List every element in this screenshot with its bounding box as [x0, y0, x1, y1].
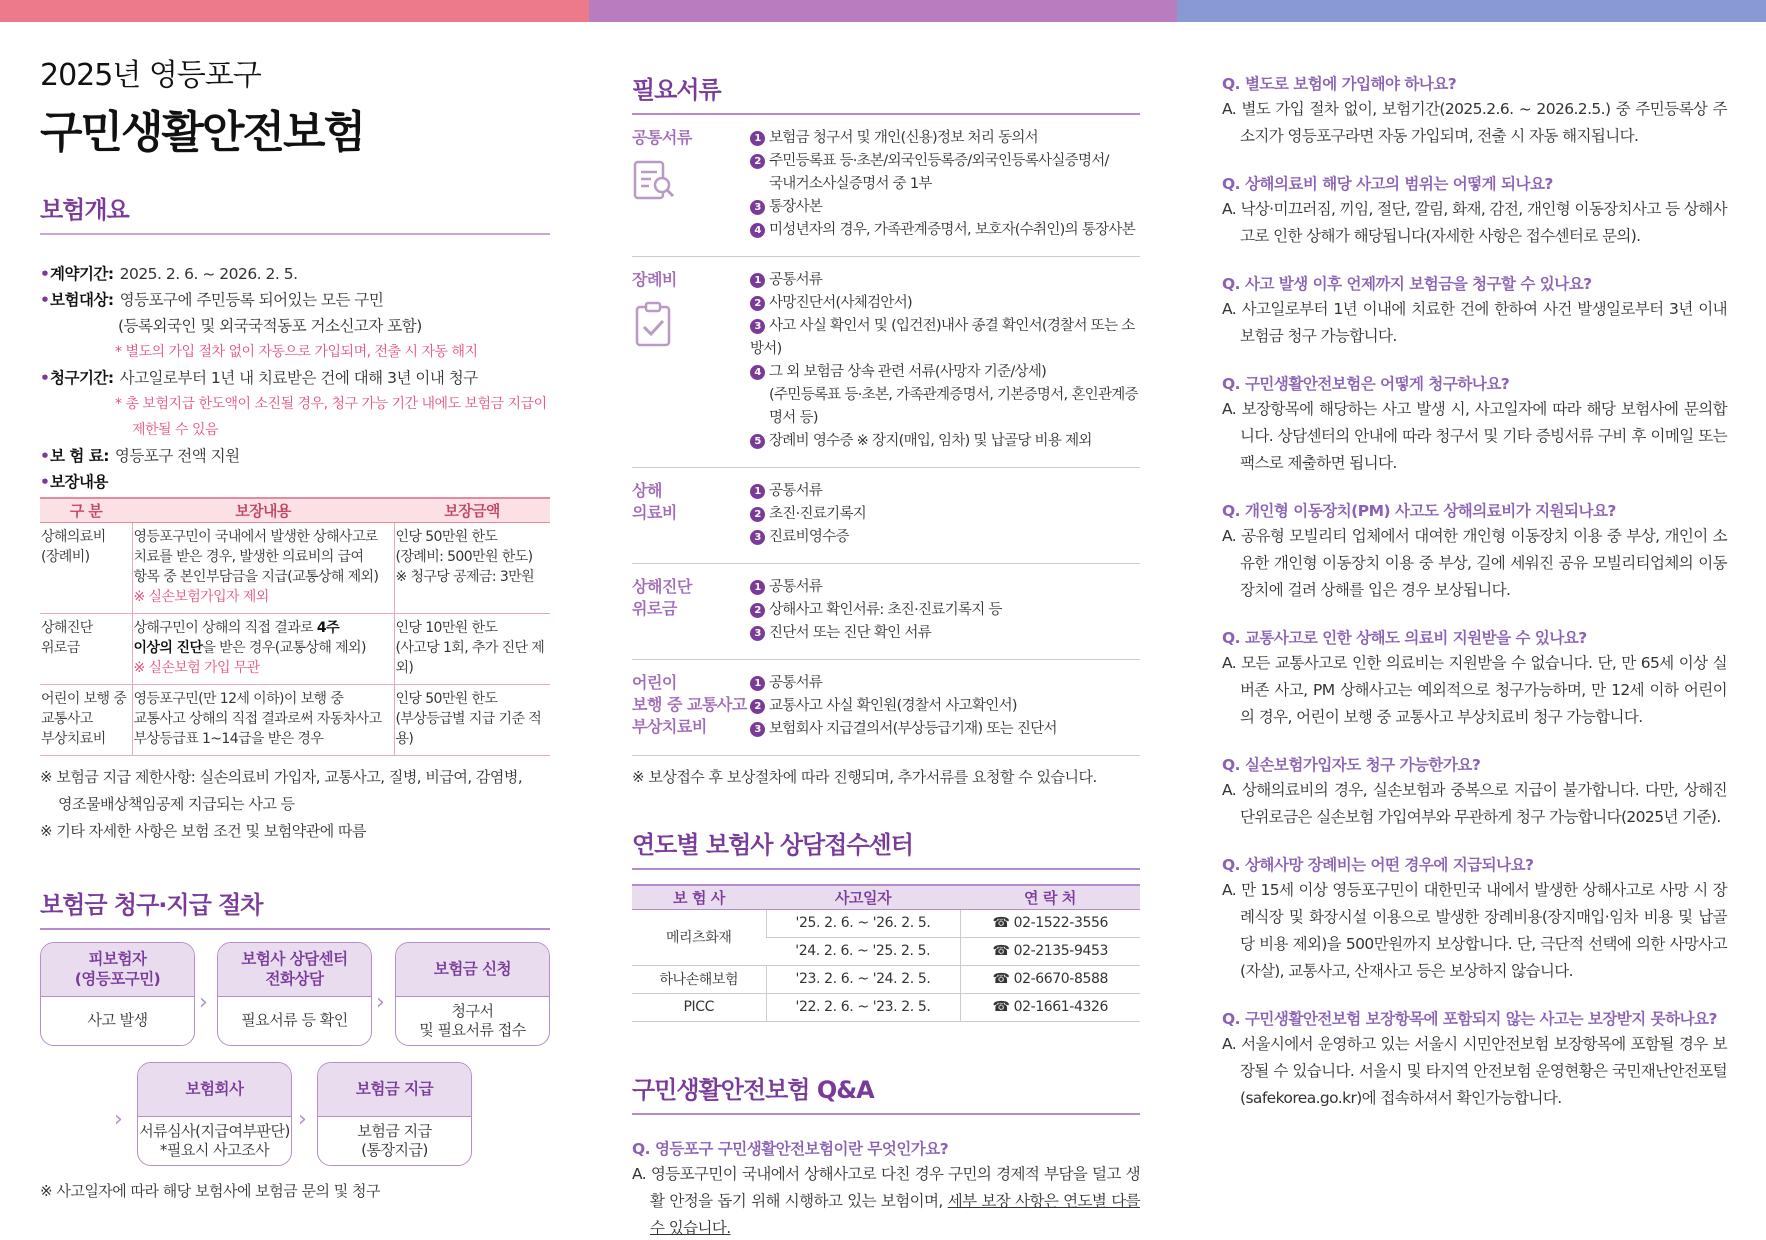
question: Q. 구민생활안전보험은 어떻게 청구하나요? [1222, 375, 1510, 393]
question: Q. 구민생활안전보험 보장항목에 포함되지 않는 사고는 보장받지 못하나요? [1222, 1010, 1718, 1028]
top-bar-blue [1177, 0, 1766, 22]
ctr-header-insurer: 보 험 사 [632, 885, 766, 909]
year-heading: 2025년 영등포구 [40, 58, 261, 93]
list-item: 4 그 외 보험금 상속 관련 서류(사망자 기준/상세) [750, 361, 1140, 384]
question: Q. 교통사고로 인한 상해도 의료비 지원받을 수 있나요? [1222, 629, 1587, 647]
doc-child-items [750, 672, 1140, 741]
cov-header-category: 구 분 [40, 498, 132, 522]
qa-item [1222, 1007, 1727, 1112]
chevron-right-icon: › [199, 989, 208, 1015]
overview-notes: ※ 보험금 지급 제한사항: 실손의료비 가입자, 교통사고, 질병, 비급여, 감염병, 영조물배상책임공제 지급되는 사고 등 ※ 기타 자세한 사항은 보험 조건 및 보험약관에 따름 [40, 767, 523, 840]
insured-target: • 보험대상: 영등포구에 주민등록 되어있는 모든 구민 [40, 291, 384, 309]
number-badge: 2 [750, 296, 765, 311]
answer: A. 공유형 모빌리티 업체에서 대여한 개인형 이동장치 이용 중 부상, 개인이 소유한 개인형 이동장치 이용 중 부상, 길에 세워진 공유 모빌리티업체의 이동장치에 걸려 상해를 입은 경우 보상됩니다. [1222, 527, 1727, 599]
list-item: 3 진단서 또는 진단 확인 서류 [750, 622, 1140, 645]
overview-title: 보험개요 [40, 190, 550, 235]
process-step-1: 피보험자 (영등포구민) 사고 발생 [40, 942, 195, 1046]
answer: A. 보장항목에 해당하는 사고 발생 시, 사고일자에 따라 해당 보험사에 문의합니다. 상담센터의 안내에 따라 청구서 및 기타 증빙서류 구비 후 이메일 또는 팩스로 제출하면 됩니다. [1222, 400, 1727, 472]
answer: A. 영등포구민이 국내에서 상해사고로 다친 경우 구민의 경제적 부담을 덜고 생활 안정을 돕기 위해 시행하고 있는 보험이며, 세부 보장 사항은 연도별 다를 수 있습니다. [632, 1164, 1140, 1237]
list-item: (주민등록표 등·초본, 가족관계증명서, 기본증명서, 혼인관계증명서 등) [769, 387, 1138, 426]
number-badge: 3 [750, 626, 765, 641]
top-bar-purple [589, 0, 1178, 22]
table-row: '24. 2. 6. ~ '25. 2. 5. ☎ 02-2135-9453 [632, 937, 1140, 965]
process-step-3: 보험금 신청 청구서 및 필요서류 접수 [395, 942, 550, 1046]
answer: A. 만 15세 이상 영등포구민이 대한민국 내에서 발생한 상해사고로 사망 시 장례식장 및 화장시설 이용으로 발생한 장례비용(장지매입·임차 비용 및 납골당 비용 제외)을 500만원까지 보상합니다. 단, 극단적 선택에 의한 사망사고(자살), 교통사고, 산재사고 등은 보상하지 않습니다. [1222, 881, 1727, 980]
question: Q. 상해의료비 해당 사고의 범위는 어떻게 되나요? [1222, 175, 1553, 193]
claim-note-1: * 총 보험지급 한도액이 소진될 경우, 청구 가능 기간 내에도 보험금 지급이 [115, 396, 547, 412]
doc-diagnosis-items [750, 576, 1140, 645]
answer: A. 모든 교통사고로 인한 의료비는 지원받을 수 없습니다. 단, 만 65세 이상 실버존 사고, PM 상해사고는 예외적으로 청구가능하며, 만 12세 이하 어린이의 경우, 어린이 보행 중 교통사고 부상치료비 청구 가능합니다. [1222, 654, 1727, 726]
number-badge: 2 [750, 603, 765, 618]
list-item: 국내거소사실증명서 중 1부 [769, 176, 932, 192]
number-badge: 1 [750, 131, 765, 146]
qa-item [1222, 499, 1727, 604]
insured-target-detail: (등록외국인 및 외국국적동포 거소신고자 포함) [118, 317, 422, 335]
doc-medical-items [750, 480, 1140, 549]
process-step-5: 보험금 지급 보험금 지급 (통장지급) [317, 1062, 472, 1166]
question: Q. 영등포구 구민생활안전보험이란 무엇인가요? [632, 1139, 949, 1158]
doc-medical: 상해 의료비 1 공통서류 2 초진·진료기록지 3 진료비영수증 [632, 468, 1140, 564]
list-item: 3 보험회사 지급결의서(부상등급기재) 또는 진단서 [750, 718, 1140, 741]
column-middle [632, 70, 1140, 1240]
number-badge: 4 [750, 365, 765, 380]
doc-child: 어린이 보행 중 교통사고 부상치료비 1 공통서류 2 교통사고 사실 확인원(경찰서 사고확인서) 3 보험회사 지급결의서(부상등급기재) 또는 진단서 [632, 660, 1140, 756]
qa-item [1222, 753, 1727, 831]
ctr-header-date: 사고일자 [766, 885, 960, 909]
centers-table [632, 884, 1140, 1022]
chevron-right-icon: › [376, 989, 385, 1015]
number-badge: 3 [750, 319, 765, 334]
chevron-right-icon: › [298, 1106, 307, 1132]
number-badge: 2 [750, 699, 765, 714]
main-title: 구민생활안전보험 [40, 107, 365, 158]
qa-item [1222, 853, 1727, 985]
documents-note: ※ 보상접수 후 보상절차에 따라 진행되며, 추가서류를 요청할 수 있습니다. [632, 768, 1097, 786]
doc-funeral-items [750, 269, 1140, 453]
document-search-icon [632, 159, 676, 203]
qa-item-first [632, 1137, 1140, 1240]
coverage-heading: • 보장내용 [40, 473, 108, 491]
number-badge: 2 [750, 507, 765, 522]
process-step-2: 보험사 상담센터 전화상담 필요서류 등 확인 [217, 942, 372, 1046]
table-row: PICC '22. 2. 6. ~ '23. 2. 5. ☎ 02-1661-4326 [632, 993, 1140, 1021]
list-item: 5 장례비 영수증 ※ 장지(매입, 임차) 및 납골당 비용 제외 [750, 430, 1140, 453]
ctr-header-phone: 연 락 처 [960, 885, 1140, 909]
doc-funeral: 장례비 1 공통서류 2 사망진단서(사체검안서) 3 사고 사실 확인서 및 (입건전)내사 종결 확인서(경찰서 또는 소방서) 4 그 외 보험금 상속 관련 서류(사망자 기준/상세) (주민등록표 등·초본, 가족관계증명서, 기본증명서, 혼인관계증명서 등) 5 장례비 영수증 ※ 장지(매입, 임차) 및 납골당 비용 제외 [632, 257, 1140, 468]
claim-period: • 청구기간: 사고일로부터 1년 내 치료받은 건에 대해 3년 이내 청구 [40, 369, 478, 387]
process-note: ※ 사고일자에 따라 해당 보험사에 보험금 문의 및 청구 [40, 1181, 381, 1200]
qa-item [1222, 372, 1727, 477]
list-item: 1 공통서류 [750, 269, 1140, 292]
answer: A. 별도 가입 절차 없이, 보험기간(2025.2.6. ~ 2026.2.5.) 중 주민등록상 주소지가 영등포구라면 자동 가입되며, 전출 시 자동 해지됩니다. [1222, 100, 1727, 145]
documents-title: 필요서류 [632, 70, 1140, 115]
number-badge: 3 [750, 722, 765, 737]
qa-list [1222, 72, 1727, 1112]
answer: A. 상해의료비의 경우, 실손보험과 중복으로 지급이 불가합니다. 다만, 상해진단위로금은 실손보험 가입여부와 무관하게 청구 가능합니다(2025년 기준). [1222, 781, 1727, 826]
clipboard-check-icon [632, 301, 676, 349]
list-item: 3 통장사본 [750, 196, 1140, 219]
question: Q. 상해사망 장례비는 어떤 경우에 지급되나요? [1222, 856, 1534, 874]
centers-title: 연도별 보험사 상담접수센터 [632, 825, 1140, 870]
table-row: 상해진단 위로금 상해구민이 상해의 직접 결과로 4주 이상의 진단을 받은 경우(교통상해 제외) ※ 실손보험 가입 무관 인당 10만원 한도 (사고당 1회, 추가 진단 제외) [40, 613, 550, 684]
number-badge: 1 [750, 580, 765, 595]
number-badge: 3 [750, 530, 765, 545]
list-item: 2 초진·진료기록지 [750, 503, 1140, 526]
claim-note-2: 제한될 수 있음 [132, 422, 219, 438]
qa-item [1222, 626, 1727, 731]
qa-item [1222, 72, 1727, 150]
table-row: 하나손해보험 '23. 2. 6. ~ '24. 2. 5. ☎ 02-6670-8588 [632, 965, 1140, 993]
number-badge: 1 [750, 484, 765, 499]
list-item: 2 교통사고 사실 확인원(경찰서 사고확인서) [750, 695, 1140, 718]
number-badge: 2 [750, 154, 765, 169]
target-note: * 별도의 가입 절차 없이 자동으로 가입되며, 전출 시 자동 해지 [115, 344, 478, 360]
answer: A. 사고일로부터 1년 이내에 치료한 건에 한하여 사건 발생일로부터 3년 이내 보험금 청구 가능합니다. [1222, 300, 1727, 345]
cov-header-content: 보장내용 [132, 498, 394, 522]
list-item: 2 사망진단서(사체검안서) [750, 292, 1140, 315]
table-row: 상해의료비 (장례비) 영등포구민이 국내에서 발생한 상해사고로 치료를 받은 경우, 발생한 의료비의 급여 항목 중 본인부담금을 지급(교통상해 제외) ※ 실손보험가입자 제외 인당 50만원 한도 (장례비: 500만원 한도) ※ 청구당 공제금: 3만원 [40, 522, 550, 613]
number-badge: 5 [750, 434, 765, 449]
list-item: 3 진료비영수증 [750, 526, 1140, 549]
column-left [40, 40, 550, 1205]
number-badge: 4 [750, 223, 765, 238]
qa-item [1222, 172, 1727, 250]
question: Q. 실손보험가입자도 청구 가능한가요? [1222, 756, 1481, 774]
number-badge: 1 [750, 676, 765, 691]
chevron-right-icon: › [114, 1106, 123, 1132]
table-row: 메리츠화재 '25. 2. 6. ~ '26. 2. 5. ☎ 02-1522-3556 [632, 909, 1140, 937]
qa-item [1222, 272, 1727, 350]
list-item: 3 사고 사실 확인서 및 (입건전)내사 종결 확인서(경찰서 또는 소방서) [750, 318, 1135, 357]
list-item: 1 공통서류 [750, 480, 1140, 503]
top-bar-pink [0, 0, 589, 22]
list-item: 2 상해사고 확인서류: 초진·진료기록지 등 [750, 599, 1140, 622]
list-item: 1 공통서류 [750, 576, 1140, 599]
question: Q. 사고 발생 이후 언제까지 보험금을 청구할 수 있나요? [1222, 275, 1592, 293]
cov-header-amount: 보장금액 [394, 498, 550, 522]
number-badge: 1 [750, 273, 765, 288]
list-item: 1 보험금 청구서 및 개인(신용)정보 처리 동의서 [750, 127, 1140, 150]
list-item: 1 공통서류 [750, 672, 1140, 695]
list-item: 2 주민등록표 등·초본/외국인등록증/외국인등록사실증명서/ [750, 150, 1140, 173]
question: Q. 별도로 보험에 가입해야 하나요? [1222, 75, 1457, 93]
answer: A. 낙상·미끄러짐, 끼임, 절단, 깔림, 화재, 감전, 개인형 이동장치사고 등 상해사고로 인한 상해가 해당됩니다(자세한 사항은 접수센터로 문의). [1222, 200, 1727, 245]
overview-list [40, 261, 550, 495]
contract-period: • 계약기간: 2025. 2. 6. ~ 2026. 2. 5. [40, 265, 298, 283]
column-right [1222, 72, 1727, 1134]
doc-common: 공통서류 1 보험금 청구서 및 개인(신용)정보 처리 동의서 2 주민등록표 등·초본/외국인등록증/외국인등록사실증명서/ 국내거소사실증명서 중 1부 3 통장사본 4 미성년자의 경우, 가족관계증명서, 보호자(수취인)의 통장사본 [632, 115, 1140, 257]
top-color-bar [0, 0, 1766, 22]
number-badge: 3 [750, 200, 765, 215]
process-title: 보험금 청구·지급 절차 [40, 885, 550, 930]
process-flow [40, 942, 550, 1178]
table-row: 어린이 보행 중 교통사고 부상치료비 영등포구민(만 12세 이하)이 보행 중 교통사고 상해의 직접 결과로써 자동차사고 부상등급표 1~14급을 받은 경우 인당 50만원 한도 (부상등급별 지급 기준 적용) [40, 684, 550, 755]
answer: A. 서울시에서 운영하고 있는 서울시 시민안전보험 보장항목에 포함될 경우 보장될 수 있습니다. 서울시 및 타지역 안전보험 운영현황은 국민재난안전포털(safekorea.go.kr)에 접속하셔서 확인가능합니다. [1222, 1035, 1727, 1107]
doc-common-items [750, 127, 1140, 242]
qa-title: 구민생활안전보험 Q&A [632, 1070, 1140, 1115]
process-step-4: 보험회사 서류심사(지급여부판단) *필요시 사고조사 [137, 1062, 292, 1166]
coverage-table [40, 497, 550, 756]
list-item: 4 미성년자의 경우, 가족관계증명서, 보호자(수취인)의 통장사본 [750, 219, 1140, 242]
question: Q. 개인형 이동장치(PM) 사고도 상해의료비가 지원되나요? [1222, 502, 1616, 520]
premium: • 보 험 료: 영등포구 전액 지원 [40, 447, 240, 465]
doc-diagnosis: 상해진단 위로금 1 공통서류 2 상해사고 확인서류: 초진·진료기록지 등 3 진단서 또는 진단 확인 서류 [632, 564, 1140, 660]
